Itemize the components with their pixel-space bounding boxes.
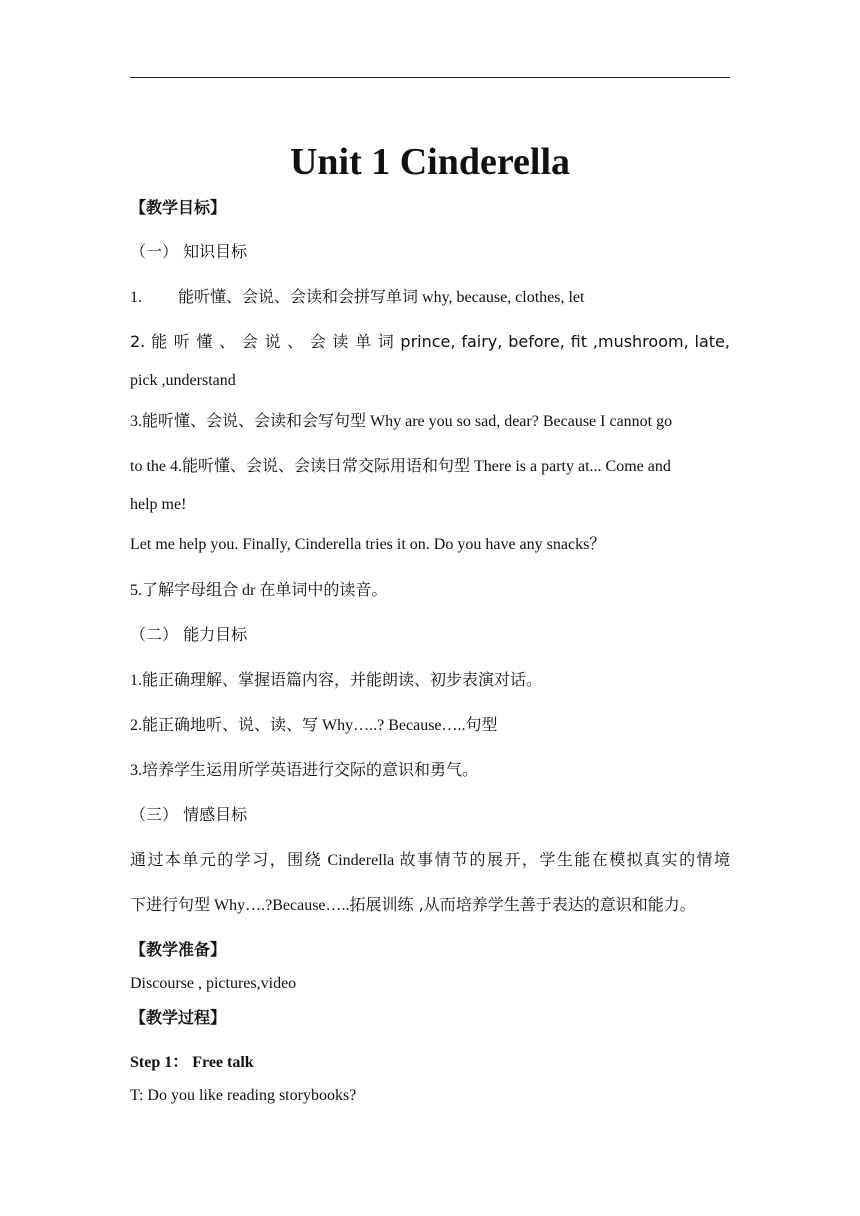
process-heading: 【教学过程】 — [130, 1008, 227, 1027]
knowledge-item-3 — [130, 409, 730, 434]
emotion-text-b: 故事情节的展开，学生能在模拟真实的情境 — [399, 850, 730, 869]
header-rule — [130, 77, 730, 78]
emotion-text-a: 下进行句型 — [130, 895, 211, 914]
item-number: 3. — [130, 762, 142, 779]
item-sentence: There is a party at... Come and — [470, 458, 671, 475]
knowledge-item-4 — [130, 454, 730, 479]
ability-item-2 — [130, 713, 730, 738]
emotion-text-en: Cinderella — [322, 852, 400, 869]
item-number: 3. — [130, 413, 142, 430]
item-text: 培养学生运用所学英语进行交际的意识和勇气。 — [142, 760, 479, 779]
knowledge-item-4-cont2: Let me help you. Finally, Cinderella tries it on. Do you have any snacks？ — [130, 536, 606, 553]
item-number: 2. — [130, 717, 142, 734]
emotion-text-a: 通过本单元的学习，围绕 — [130, 850, 323, 869]
item-text: 2. 能 听 懂 、 会 说 、 会 读 单 词 prince, fairy, before, fit ,mushroom, late, — [130, 332, 730, 351]
item-text: 能听懂、会说、会读日常交际用语和句型 — [182, 456, 471, 475]
emotion-text-b: 拓展训练 ,从而培养学生善于表达的意识和能力。 — [349, 895, 696, 914]
knowledge-item-2 — [130, 330, 730, 355]
preparation-text: Discourse , pictures,video — [130, 975, 297, 992]
preparation-heading: 【教学准备】 — [130, 940, 227, 959]
knowledge-item-2-cont: pick ,understand — [130, 372, 236, 389]
item-text: 能正确地听、说、读、写 — [142, 715, 319, 734]
item-text: 了解字母组合 — [142, 580, 239, 599]
item-words: why, because, clothes, let — [418, 289, 585, 306]
item-number: 1. — [130, 672, 142, 689]
item-text: 能听懂、会说、会读和会写句型 — [142, 411, 367, 430]
item-number: 5. — [130, 582, 142, 599]
ability-item-3 — [130, 758, 730, 783]
item-prefix: to the 4. — [130, 458, 182, 475]
step-1-line: T: Do you like reading storybooks? — [130, 1087, 357, 1104]
ability-heading: （二） 能力目标 — [130, 625, 248, 644]
emotion-heading: （三） 情感目标 — [130, 805, 248, 824]
knowledge-item-4-cont: help me! — [130, 496, 187, 513]
knowledge-heading: （一） 知识目标 — [130, 242, 248, 261]
knowledge-item-1 — [130, 285, 730, 310]
item-text: 能听懂、会说、会读和会拼写单词 — [178, 287, 419, 306]
knowledge-item-5 — [130, 578, 730, 603]
item-text-2: 句型 — [465, 715, 498, 734]
item-text: 能正确理解、掌握语篇内容，并能朗读、初步表演对话。 — [142, 670, 543, 689]
item-number: 1. — [130, 289, 142, 306]
item-sentence: Why…..? Because….. — [318, 717, 466, 734]
ability-item-1 — [130, 668, 730, 693]
item-text-2: 在单词中的读音。 — [259, 580, 388, 599]
objectives-heading: 【教学目标】 — [130, 198, 227, 217]
emotion-text-line-2 — [130, 893, 730, 918]
item-letters: dr — [238, 582, 260, 599]
step-1-heading: Step 1： Free talk — [130, 1054, 254, 1071]
page-title: Unit 1 Cinderella — [289, 141, 571, 183]
emotion-text-line-1 — [130, 848, 730, 873]
emotion-text-en: Why….?Because….. — [210, 897, 350, 914]
item-sentence: Why are you so sad, dear? Because I cannot go — [366, 413, 673, 430]
